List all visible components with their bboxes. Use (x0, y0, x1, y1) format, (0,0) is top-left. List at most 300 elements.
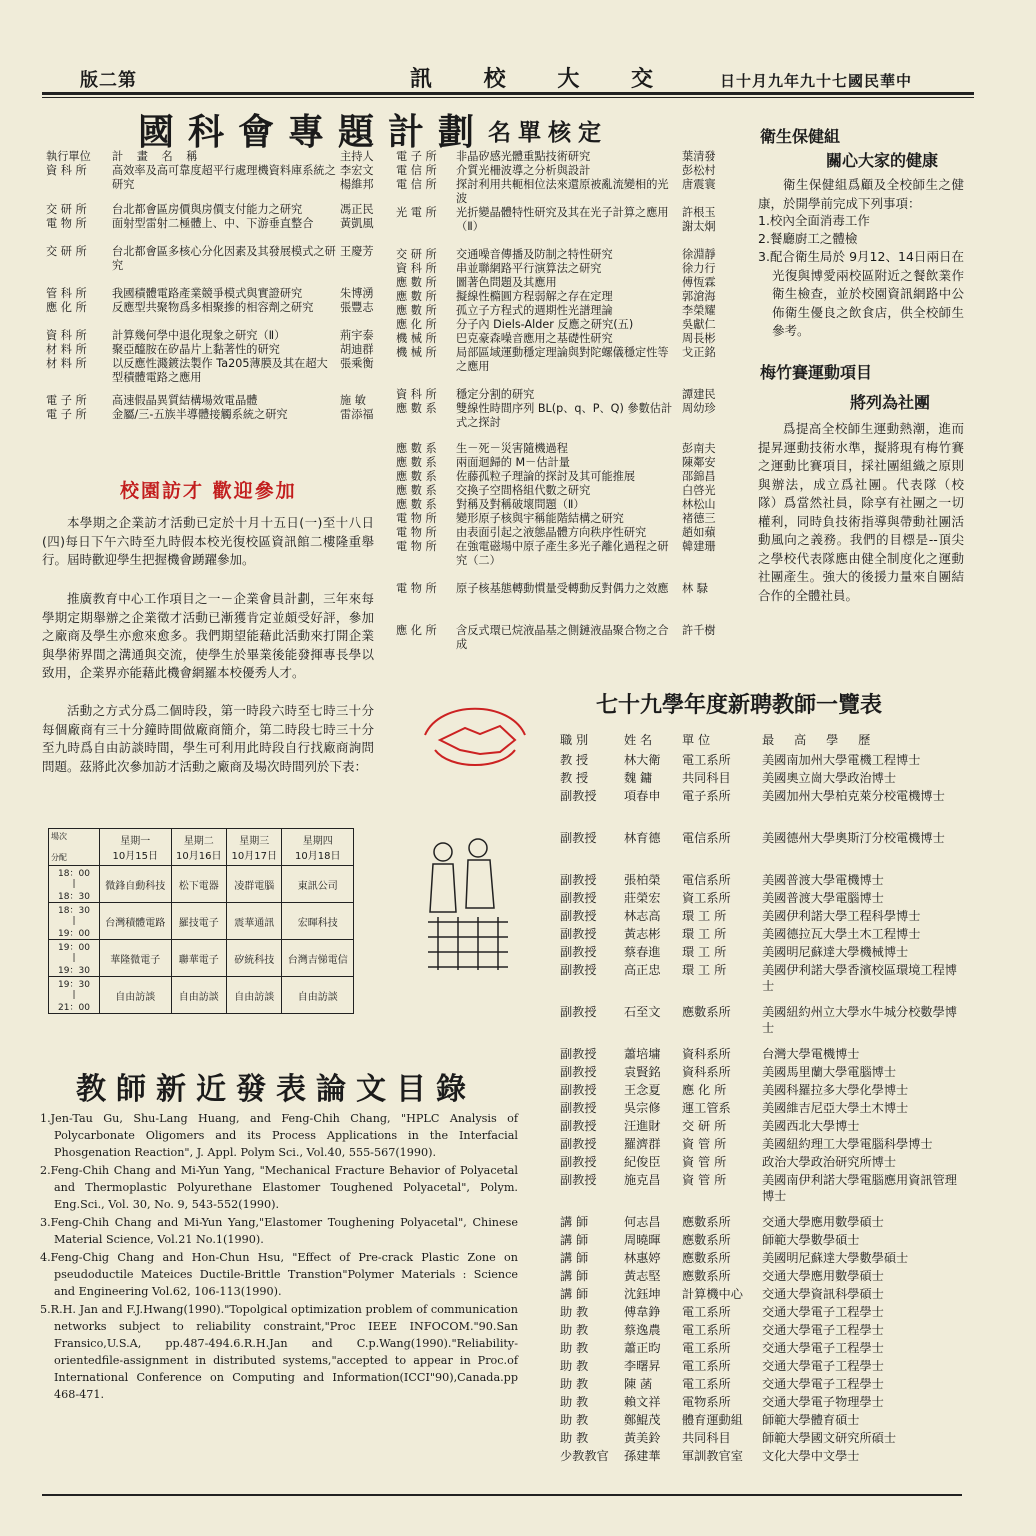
schedule-corner (49, 829, 100, 866)
project-name: 在強電磁場中原子產生多光子離化過程之研究（二） (456, 540, 669, 567)
day-date: 10月15日 (112, 851, 158, 862)
faculty-name: 王念夏 (624, 1083, 661, 1097)
project-unit: 電 信 所 (396, 178, 437, 191)
health-item-3: 3.配合衛生局於 9月12、14日兩日在光復與博愛兩校區附近之餐飲業作衛生檢查，並於校園資訊網路中公佈衛生優良之飲食店，供全校師生參考。 (758, 249, 964, 338)
faculty-degree: 師範大學數學碩士 (762, 1233, 860, 1247)
project-pi: 傅恆霖 (682, 276, 716, 289)
schedule-row (49, 866, 354, 903)
faculty-name: 李曙昇 (624, 1359, 661, 1373)
faculty-degree: 交通大學電子工程學士 (762, 1323, 884, 1337)
project-pi: 許千樹 (682, 624, 716, 637)
project-unit: 管 科 所 (46, 287, 87, 300)
project-pi: 張乘衡 (340, 357, 374, 370)
faculty-unit: 電工系所 (682, 1359, 731, 1373)
slot-time (49, 903, 100, 940)
project-unit: 機 械 所 (396, 346, 437, 359)
project-pi: 戈正銘 (682, 346, 716, 359)
faculty-name: 汪進財 (624, 1119, 661, 1133)
project-name: 含反式環已烷液晶基之側鏈液晶聚合物之合成 (456, 624, 669, 651)
project-name: 高速假晶異質結構場效電晶體 (112, 394, 258, 407)
faculty-unit: 應數系所 (682, 1233, 731, 1247)
faculty-title-cell: 副教授 (560, 789, 597, 803)
project-unit: 電 物 所 (396, 582, 437, 595)
papers-list (40, 1110, 518, 1404)
project-unit: 電 子 所 (46, 408, 87, 421)
faculty-title-cell: 副教授 (560, 1119, 597, 1133)
project-unit: 資 科 所 (46, 329, 87, 342)
project-name: 反應型共聚物爲多相聚摻的相容劑之研究 (112, 301, 314, 314)
faculty-title-cell: 副教授 (560, 1137, 597, 1151)
nsc-left-column (46, 150, 396, 440)
project-pi: 林松山 (682, 498, 716, 511)
company-cell: 自由訪談 (171, 977, 226, 1014)
paper-entry: 3.Feng-Chih Chang and Mi-Yun Yang,"Elastomer Toughening Polyacetal", Chinese Material Science, Vol.21 No.1(1990). (40, 1216, 518, 1246)
col-header-pi: 主持人 (340, 150, 374, 163)
faculty-title-cell: 講 師 (560, 1287, 589, 1301)
faculty-title-cell: 助 教 (560, 1413, 589, 1427)
faculty-degree: 政治大學政治研究所博士 (762, 1155, 897, 1169)
meizhu-title-1: 梅竹賽運動項目 (760, 363, 873, 382)
project-unit: 材 料 所 (46, 343, 87, 356)
schedule-table (48, 828, 354, 1014)
project-pi: 邵錦昌 (682, 470, 716, 483)
faculty-unit: 資工系所 (682, 891, 731, 905)
nsc-right-column (396, 150, 736, 660)
slot-end: 21：00 (58, 1003, 90, 1013)
faculty-unit: 環 工 所 (682, 945, 727, 959)
faculty-name: 魏 鏞 (624, 771, 653, 785)
project-name: 串並聯網路平行演算法之研究 (456, 262, 602, 275)
project-unit: 應 數 系 (396, 498, 437, 511)
faculty-unit: 資科系所 (682, 1065, 731, 1079)
faculty-name: 陳 菡 (624, 1377, 653, 1391)
paper-entry: 2.Feng-Chih Chang and Mi-Yun Yang, "Mechanical Fracture Behavior of Polyacetal and Thermoplastic Polyurethane Elastomer Toughened Polyacetal", Polym. Eng.Sci., Vol. 30, No. 9, 543-552(1990). (40, 1164, 518, 1211)
faculty-name: 周曉暉 (624, 1233, 661, 1247)
project-pi: 譚建民 (682, 388, 716, 401)
day-date: 10月17日 (231, 851, 277, 862)
day-name: 星期三 (239, 836, 270, 847)
company-cell: 羅技電子 (171, 903, 226, 940)
project-unit: 應 數 系 (396, 484, 437, 497)
project-pi: 唐震寰 (682, 178, 716, 191)
project-pi: 韓建珊 (682, 540, 716, 553)
faculty-degree: 師範大學國文研究所碩士 (762, 1431, 897, 1445)
faculty-degree: 交通大學電子物理學士 (762, 1395, 884, 1409)
health-title-1: 衛生保健組 (760, 127, 841, 146)
project-name: 介質光柵波導之分析與設計 (456, 164, 591, 177)
project-pi: 周長彬 (682, 332, 716, 345)
project-unit: 光 電 所 (396, 206, 437, 219)
project-unit: 應 數 所 (396, 304, 437, 317)
project-name: 光折變晶體特性研究及其在光子計算之應用（Ⅱ） (456, 206, 669, 233)
project-name: 我國積體電路產業競爭模式與實證研究 (112, 287, 303, 300)
project-name: 聚亞醯胺在矽晶片上黏著性的研究 (112, 343, 280, 356)
faculty-title-cell: 講 師 (560, 1233, 589, 1247)
faculty-degree: 美國伊利諾大學工程科學博士 (762, 909, 921, 923)
slot-start: 19：00 (58, 943, 90, 953)
faculty-degree: 美國普渡大學電機博士 (762, 873, 884, 887)
faculty-unit: 資 管 所 (682, 1155, 727, 1169)
figures-illustration-icon (418, 832, 518, 972)
project-unit: 應 數 系 (396, 456, 437, 469)
faculty-unit: 計算機中心 (682, 1287, 743, 1301)
faculty-name: 傅韋錚 (624, 1305, 661, 1319)
faculty-name: 賴文祥 (624, 1395, 661, 1409)
faculty-degree: 美國科羅拉多大學化學博士 (762, 1083, 909, 1097)
faculty-name: 孫建華 (624, 1449, 661, 1463)
faculty-degree: 交通大學電子工程學士 (762, 1341, 884, 1355)
corner-top: 場次 (51, 832, 67, 841)
slot-start: 18：00 (58, 869, 90, 879)
company-cell: 微鋒自動科技 (100, 866, 172, 903)
campus-paragraph-3: 活動之方式分爲二個時段，第一時段六時至七時三十分每個廠商有三十分鐘時間做廠商簡介，第二時段七時三十分至九時爲自由訪談時間，學生可利用此時段自行找廠商詢問問題。茲將此次參加訪才活動之廠商及場次時間列於下表： (42, 703, 374, 774)
project-unit: 應 化 所 (46, 301, 87, 314)
header-unit: 單 位 (682, 733, 711, 747)
faculty-title-cell: 副教授 (560, 891, 597, 905)
project-unit: 電 子 所 (396, 150, 437, 163)
faculty-degree: 美國馬里蘭大學電腦博士 (762, 1065, 897, 1079)
project-name: 探討利用共軛相位法來還原被亂流變相的光波 (456, 178, 669, 205)
project-pi: 朱博湧 (340, 287, 374, 300)
slot-separator: | (72, 990, 76, 1000)
faculty-title-cell: 助 教 (560, 1323, 589, 1337)
project-name: 巴克豪森噪音應用之基礎性研究 (456, 332, 613, 345)
project-unit: 電 物 所 (396, 512, 437, 525)
project-name: 對稱及對稱破壞問題（Ⅱ） (456, 498, 585, 511)
project-name: 原子核基態轉動慣量受轉動反對偶力之效應 (456, 582, 669, 595)
paper-entry: 4.Feng-Chig Chang and Hon-Chun Hsu, "Effect of Pre-crack Plastic Zone on pseudoductile Mateices Ductile-Brittle Transtion"Polymer Materials : Science and Engineering Vol.62, 106-113(1990). (40, 1251, 518, 1298)
faculty-unit: 應 化 所 (682, 1083, 727, 1097)
slot-end: 19：00 (58, 929, 90, 939)
slot-start: 18：30 (58, 906, 90, 916)
faculty-unit: 資科系所 (682, 1047, 731, 1061)
faculty-unit: 電工系所 (682, 1323, 731, 1337)
company-cell: 台灣積體電路 (100, 903, 172, 940)
faculty-title-cell: 副教授 (560, 1101, 597, 1115)
project-name: 變形原子核與宇稱能階結構之研究 (456, 512, 624, 525)
faculty-title-cell: 教 授 (560, 753, 589, 767)
day-date: 10月16日 (176, 851, 222, 862)
faculty-title-cell: 少教教官 (560, 1449, 609, 1463)
faculty-name: 莊榮宏 (624, 891, 661, 905)
faculty-title-cell: 教 授 (560, 771, 589, 785)
project-name: 台北都會區多核心分化因素及其發展模式之研究 (112, 245, 336, 272)
faculty-unit: 電物系所 (682, 1395, 731, 1409)
faculty-title-cell: 助 教 (560, 1395, 589, 1409)
faculty-title-cell: 助 教 (560, 1377, 589, 1391)
project-name: 交換子空間格組代數之研究 (456, 484, 591, 497)
project-pi: 李宏文 楊維邦 (340, 164, 374, 191)
project-name: 計算幾何學中退化現象之研究（Ⅱ） (112, 329, 286, 342)
campus-paragraph-2: 推廣教育中心工作項目之一－企業會員計劃，三年來每學期定期舉辦之企業徵才活動已漸獲肯定並頗受好評，參加之廠商及學生亦愈來愈多。我們期望能藉此活動來打開企業與學術界間之溝通與交流，使學生於畢業後能發揮專長學以致用，企業界亦能藉此機會網羅本校優秀人才。 (42, 591, 374, 680)
company-cell: 松下電器 (171, 866, 226, 903)
schedule-row (49, 940, 354, 977)
project-pi: 林 騄 (682, 582, 708, 595)
company-cell: 矽統科技 (226, 940, 281, 977)
project-pi: 彭松村 (682, 164, 716, 177)
project-pi: 李榮耀 (682, 304, 716, 317)
project-unit: 交 研 所 (46, 245, 87, 258)
project-pi: 徐力行 (682, 262, 716, 275)
faculty-name: 林志高 (624, 909, 661, 923)
slot-separator: | (72, 879, 76, 889)
faculty-degree: 交通大學應用數學碩士 (762, 1215, 884, 1229)
company-cell: 東訊公司 (282, 866, 354, 903)
faculty-name: 項春申 (624, 789, 661, 803)
slot-time (49, 940, 100, 977)
day-name: 星期二 (183, 836, 214, 847)
project-unit: 材 料 所 (46, 357, 87, 370)
faculty-degree: 交通大學電子工程學士 (762, 1359, 884, 1373)
header-name: 姓 名 (624, 733, 653, 747)
project-pi: 黃凱風 (340, 217, 374, 230)
faculty-degree: 美國紐約州立大學水牛城分校數學博士 (762, 1005, 957, 1035)
faculty-name: 蕭培墉 (624, 1047, 661, 1061)
faculty-unit: 應數系所 (682, 1269, 731, 1283)
day-name: 星期四 (302, 836, 333, 847)
faculty-degree: 文化大學中文學士 (762, 1449, 860, 1463)
slot-end: 18：30 (58, 892, 90, 902)
header-degree: 最 高 學 歷 (762, 733, 879, 747)
faculty-degree: 美國奧立崗大學政治博士 (762, 771, 897, 785)
faculty-name: 黃志堅 (624, 1269, 661, 1283)
project-name: 面射型雷射二極體上、中、下游垂直整合 (112, 217, 314, 230)
faculty-degree: 美國維吉尼亞大學土木博士 (762, 1101, 909, 1115)
meizhu-body: 爲提高全校師生運動熱潮，進而提昇運動技術水準，擬將現有梅竹賽之運動比賽項目，採社團組織之原則與辦法，成立爲社團。代表隊（校隊）爲當然社員，除享有社團之一切權利，同時負技術指導與帶動社團活動風向之義務。我們的目標是--頂尖之學校代表隊應由健全制度化之運動社團產生。強大的後援力量來自團結合作的全體社員。 (758, 421, 964, 603)
faculty-unit: 應數系所 (682, 1005, 731, 1019)
schedule-header-row (49, 829, 354, 866)
faculty-name: 黃志彬 (624, 927, 661, 941)
project-name: 雙線性時間序列 BL(p、q、P、Q) 參數估計式之探討 (456, 402, 673, 429)
faculty-degree: 美國南伊利諾大學電腦應用資訊管理博士 (762, 1173, 957, 1203)
project-unit: 應 化 所 (396, 318, 437, 331)
issue-date: 日十月九年九十七國民華中 (720, 72, 913, 90)
project-pi: 郭滄海 (682, 290, 716, 303)
project-unit: 電 信 所 (396, 164, 437, 177)
project-pi: 趙如蘋 (682, 526, 716, 539)
slot-time (49, 866, 100, 903)
faculty-title-cell: 副教授 (560, 1083, 597, 1097)
slot-separator: | (72, 953, 76, 963)
faculty-degree: 美國紐約理工大學電腦科學博士 (762, 1137, 933, 1151)
faculty-unit: 電信系所 (682, 831, 731, 845)
faculty-degree: 美國西北大學博士 (762, 1119, 860, 1133)
project-unit: 交 研 所 (46, 203, 87, 216)
project-unit: 電 物 所 (396, 526, 437, 539)
schedule-row (49, 903, 354, 940)
faculty-title-cell: 副教授 (560, 873, 597, 887)
papers-title: 教師新近發表論文目錄 (76, 1072, 476, 1107)
faculty-unit: 交 研 所 (682, 1119, 727, 1133)
project-pi: 褚德三 (682, 512, 716, 525)
faculty-degree: 台灣大學電機博士 (762, 1047, 860, 1061)
company-cell: 宏暉科技 (282, 903, 354, 940)
schedule-row (49, 977, 354, 1014)
faculty-title-cell: 副教授 (560, 945, 597, 959)
faculty-unit: 電工系所 (682, 1341, 731, 1355)
project-pi: 胡迪群 (340, 343, 374, 356)
company-cell: 自由訪談 (226, 977, 281, 1014)
project-pi: 荊宇泰 (340, 329, 374, 342)
edition-label: 版二第 (80, 70, 137, 91)
project-pi: 白啓光 (682, 484, 716, 497)
project-unit: 機 械 所 (396, 332, 437, 345)
company-cell: 自由訪談 (282, 977, 354, 1014)
faculty-title-cell: 助 教 (560, 1359, 589, 1373)
faculty-name: 鄭鯤茂 (624, 1413, 661, 1427)
faculty-title-cell: 副教授 (560, 909, 597, 923)
health-item-2: 2.餐廳廚工之體檢 (758, 231, 858, 246)
nsc-title: 國科會專題計劃 (138, 111, 489, 153)
health-item-1: 1.校內全面消毒工作 (758, 213, 870, 228)
faculty-title-cell: 副教授 (560, 927, 597, 941)
faculty-name: 林惠婷 (624, 1251, 661, 1265)
handshake-icon (420, 690, 530, 780)
project-pi: 彭南夫 (682, 442, 716, 455)
project-unit: 應 數 系 (396, 442, 437, 455)
faculty-name: 蔡逸農 (624, 1323, 661, 1337)
faculty-title-cell: 講 師 (560, 1269, 589, 1283)
faculty-name: 黃美鈴 (624, 1431, 661, 1445)
faculty-degree: 美國德拉瓦大學土木工程博士 (762, 927, 921, 941)
project-unit: 電 物 所 (396, 540, 437, 553)
campus-title: 校園訪才 歡迎參加 (120, 480, 297, 502)
day-header (171, 829, 226, 866)
faculty-name: 沈鈺坤 (624, 1287, 661, 1301)
company-cell: 華隆微電子 (100, 940, 172, 977)
project-name: 擬線性橢圓方程弱解之存在定理 (456, 290, 613, 303)
slot-separator: | (72, 916, 76, 926)
day-header (282, 829, 354, 866)
company-cell: 震華通訊 (226, 903, 281, 940)
project-pi: 徐淵靜 (682, 248, 716, 261)
faculty-degree: 交通大學電子工程學士 (762, 1305, 884, 1319)
project-unit: 應 數 所 (396, 276, 437, 289)
project-name: 局部區域運動穩定理論與對陀螺儀穩定性等之應用 (456, 346, 669, 373)
faculty-unit: 應數系所 (682, 1215, 731, 1229)
company-cell: 凌群電腦 (226, 866, 281, 903)
faculty-name: 林育德 (624, 831, 661, 845)
paper-entry: 1.Jen-Tau Gu, Shu-Lang Huang, and Feng-Chih Chang, "HPLC Analysis of Polycarbonate Oligomers and its Process Applications in the Interfacial Phosgenation Reaction", J. Appl. Polym Sci., Vol.40, 555-567(1990). (40, 1112, 518, 1159)
project-pi: 陳鄰安 (682, 456, 716, 469)
faculty-unit: 共同科目 (682, 1431, 731, 1445)
faculty-title-cell: 副教授 (560, 1173, 597, 1187)
faculty-unit: 體育運動組 (682, 1413, 743, 1427)
project-name: 交通噪音傳播及防制之特性研究 (456, 248, 613, 261)
faculty-name: 蕭正昀 (624, 1341, 661, 1355)
faculty-title-cell: 副教授 (560, 963, 597, 977)
faculty-table (556, 732, 966, 1463)
faculty-name: 紀俊臣 (624, 1155, 661, 1169)
faculty-degree: 美國明尼蘇達大學機械博士 (762, 945, 909, 959)
day-header (100, 829, 172, 866)
faculty-title-cell: 助 教 (560, 1431, 589, 1445)
faculty-name: 蔡春進 (624, 945, 661, 959)
faculty-degree: 美國德州大學奧斯汀分校電機博士 (762, 831, 945, 845)
project-unit: 應 化 所 (396, 624, 437, 637)
day-name: 星期一 (120, 836, 151, 847)
faculty-title-cell: 講 師 (560, 1251, 589, 1265)
faculty-name: 林大衛 (624, 753, 661, 767)
project-pi: 葉清發 (682, 150, 716, 163)
faculty-name: 何志昌 (624, 1215, 661, 1229)
faculty-degree: 美國加州大學柏克萊分校電機博士 (762, 789, 945, 803)
faculty-name: 張柏榮 (624, 873, 661, 887)
health-title-2: 關心大家的健康 (826, 151, 939, 170)
project-pi: 張豐志 (340, 301, 374, 314)
company-cell: 自由訪談 (100, 977, 172, 1014)
faculty-name: 施克昌 (624, 1173, 661, 1187)
faculty-unit: 軍訓教官室 (682, 1449, 743, 1463)
faculty-degree: 美國伊利諾大學香濱校區環境工程博士 (762, 963, 957, 993)
faculty-unit: 電信系所 (682, 873, 731, 887)
newspaper-name: 訊 校 大 交 (410, 66, 675, 92)
project-name: 金屬/三-五族半導體接觸系統之研究 (112, 408, 288, 421)
slot-start: 19：30 (58, 980, 90, 990)
faculty-degree: 美國南加州大學電機工程博士 (762, 753, 921, 767)
project-unit: 資 科 所 (396, 262, 437, 275)
project-unit: 交 研 所 (396, 248, 437, 261)
header-rule (42, 92, 974, 95)
faculty-unit: 電工系所 (682, 1305, 731, 1319)
project-name: 孤立子方程式的週期性光譜理論 (456, 304, 613, 317)
faculty-degree: 美國普渡大學電腦博士 (762, 891, 884, 905)
faculty-title-cell: 副教授 (560, 1005, 597, 1019)
project-name: 分子內 Diels-Alder 反應之研究(五) (456, 318, 634, 331)
project-pi: 周幼珍 (682, 402, 716, 415)
faculty-unit: 環 工 所 (682, 927, 727, 941)
faculty-degree: 交通大學應用數學碩士 (762, 1269, 884, 1283)
col-header-name: 計 畫 名 稱 (112, 150, 203, 163)
project-pi: 馮正民 (340, 203, 374, 216)
faculty-name: 高正忠 (624, 963, 661, 977)
faculty-unit: 電工系所 (682, 1377, 731, 1391)
faculty-unit: 環 工 所 (682, 963, 727, 977)
faculty-title-cell: 講 師 (560, 1215, 589, 1229)
day-date: 10月18日 (295, 851, 341, 862)
project-name: 穩定分割的研究 (456, 388, 535, 401)
faculty-name: 吳宗修 (624, 1101, 661, 1115)
faculty-title-cell: 助 教 (560, 1305, 589, 1319)
faculty-unit: 電工系所 (682, 753, 731, 767)
faculty-degree: 交通大學資訊科學碩士 (762, 1287, 884, 1301)
faculty-unit: 應數系所 (682, 1251, 731, 1265)
faculty-unit: 運工管系 (682, 1101, 731, 1115)
project-unit: 應 數 系 (396, 470, 437, 483)
header-title: 職 別 (560, 733, 589, 747)
project-name: 生－死－災害隨機過程 (456, 442, 568, 455)
faculty-degree: 美國明尼蘇達大學數學碩士 (762, 1251, 909, 1265)
project-name: 非晶矽感光體重點技術研究 (456, 150, 591, 163)
faculty-name: 石至文 (624, 1005, 661, 1019)
project-unit: 資 科 所 (46, 164, 87, 177)
faculty-title-cell: 副教授 (560, 831, 597, 845)
campus-paragraph-1: 本學期之企業訪才活動已定於十月十五日(一)至十八日(四)每日下午六時至九時假本校光復校區資訊館二樓隆重舉行。屆時歡迎學生把握機會踴躍參加。 (42, 515, 374, 567)
faculty-degree: 交通大學電子工程學士 (762, 1377, 884, 1391)
faculty-title-cell: 副教授 (560, 1155, 597, 1169)
faculty-name: 袁賢銘 (624, 1065, 661, 1079)
faculty-unit: 環 工 所 (682, 909, 727, 923)
day-header (226, 829, 281, 866)
paper-entry: 5.R.H. Jan and F.J.Hwang(1990)."Topolgical optimization problem of communication networks subject to reliability constraint,"Proc IEEE INFOCOM."90.San Fransico,U.S.A, pp.487-494.6.R.H.Jan and C.p.Wang(1990)."Reliability-orientedfile-assignment in distributed systems,"accepted to appear in Proc.of International Conference on Computing and Information(ICCI"90),Canada.pp 468-471. (40, 1303, 518, 1401)
project-name: 兩面迴歸的 M－估計量 (456, 456, 570, 469)
footer-rule (42, 1494, 962, 1496)
nsc-subtitle: 名單核定 (488, 119, 608, 146)
project-unit: 應 數 系 (396, 402, 437, 415)
col-header-unit: 執行單位 (46, 150, 91, 163)
meizhu-title-2: 將列為社團 (850, 393, 931, 412)
faculty-unit: 資 管 所 (682, 1137, 727, 1151)
